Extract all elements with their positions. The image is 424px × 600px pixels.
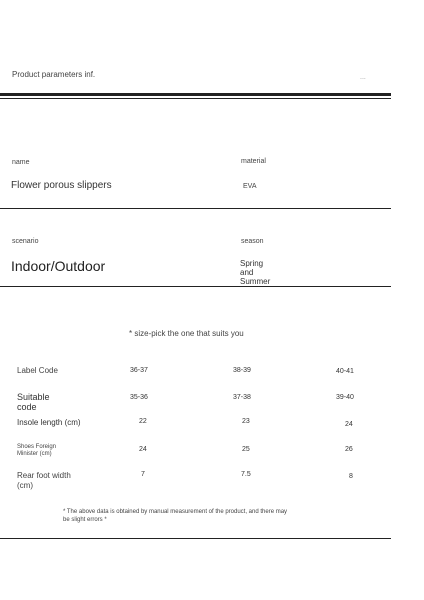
size-value: 38-39	[233, 367, 251, 374]
size-value: 24	[345, 421, 353, 428]
measurement-note	[63, 508, 287, 524]
size-value: 7	[141, 471, 145, 478]
season-line: Summer	[240, 277, 271, 286]
name-value: Flower porous slippers	[11, 180, 112, 191]
footer-divider	[0, 538, 391, 539]
size-row-label: Insole length (cm)	[17, 418, 81, 427]
name-label: name	[12, 159, 30, 166]
size-value: 35-36	[130, 394, 148, 401]
params-divider-2	[0, 286, 391, 287]
material-label: material	[241, 158, 266, 165]
size-value: 36-37	[130, 367, 148, 374]
more-indicator: ...	[360, 74, 366, 81]
size-row-label-line: Shoes Foreign	[17, 444, 57, 450]
size-row-label	[17, 444, 56, 458]
size-value: 26	[345, 446, 353, 453]
header-divider-thin	[0, 98, 391, 99]
size-row-label-line: code	[17, 402, 37, 412]
size-row-label-line: Rear foot width	[17, 471, 71, 480]
size-value: 24	[139, 446, 147, 453]
size-value: 23	[242, 418, 250, 425]
page-title: Product parameters inf.	[12, 70, 96, 79]
size-value: 8	[349, 473, 353, 480]
size-value: 25	[242, 446, 250, 453]
season-line: Spring	[240, 259, 264, 268]
scenario-value: Indoor/Outdoor	[11, 258, 106, 274]
size-title: * size-pick the one that suits you	[129, 329, 244, 338]
size-value: 22	[139, 418, 147, 425]
size-row-label: Label Code	[17, 366, 58, 375]
size-row-label	[17, 392, 50, 412]
season-value	[240, 259, 270, 286]
size-value: 39-40	[336, 394, 354, 401]
season-label: season	[241, 238, 264, 245]
size-value: 40-41	[336, 368, 354, 375]
material-value: EVA	[243, 183, 257, 190]
size-row-label-line: Minister (cm)	[17, 451, 52, 457]
size-value: 37-38	[233, 394, 251, 401]
scenario-label: scenario	[12, 238, 39, 245]
measurement-note-line: * The above data is obtained by manual measurement of the product, and there may	[63, 509, 288, 515]
size-value: 7.5	[241, 471, 251, 478]
header-divider-thick	[0, 93, 391, 96]
size-row-label-line: (cm)	[17, 481, 33, 490]
params-divider-1	[0, 208, 391, 209]
measurement-note-line: be slight errors *	[63, 517, 107, 523]
season-line: and	[240, 268, 254, 277]
size-row-label-line: Suitable	[17, 392, 50, 402]
size-row-label	[17, 471, 71, 491]
